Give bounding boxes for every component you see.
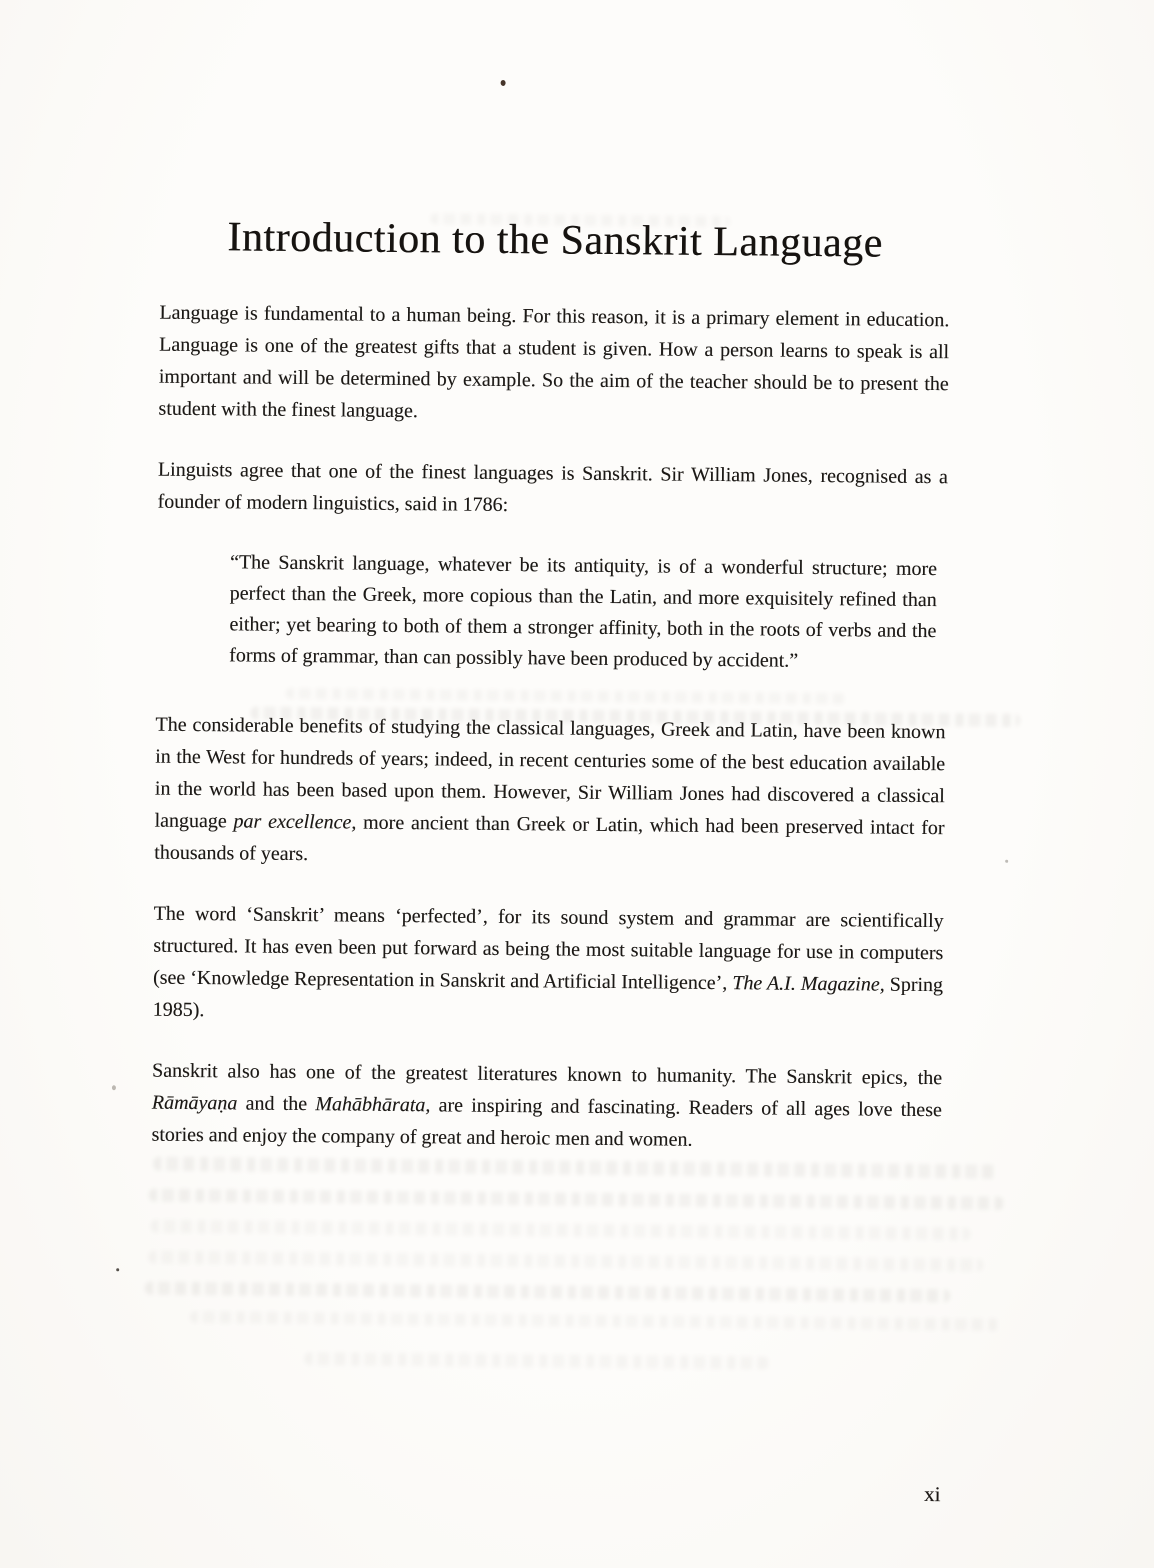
italic-text-run: Rāmāyaṇa: [151, 1091, 238, 1115]
text-run: The word ‘Sanskrit’ means ‘perfected’, for its sound system and grammar are scientifically structured. It has even been put forward as being the most suitable language for use in computers (see ‘Knowledge Representation in Sanskrit and Artificial Intelligence’,: [152, 902, 944, 995]
italic-text-run: The A.I. Magazine,: [732, 972, 885, 996]
bleed-through-artifact: [148, 1251, 983, 1272]
bleed-through-artifact: [151, 1220, 971, 1241]
ink-speck: [1005, 860, 1008, 863]
italic-text-run: par excellence,: [233, 810, 357, 834]
text-run: Language is fundamental to a human being. For this reason, it is a primary element in education. Language is one of the greatest gifts that a student is given. How a person learns to speak is all important and will be determined by example. So the aim of the teacher should be to present the student with the finest language.: [158, 301, 950, 423]
text-run: Linguists agree that one of the finest languages is Sanskrit. Sir William Jones, recognised as a founder of modern linguistics, said in 1786:: [157, 458, 948, 517]
ink-speck: [501, 80, 506, 86]
page-title: Introduction to the Sanskrit Language: [227, 214, 883, 267]
text-run: and the: [237, 1092, 316, 1116]
italic-text-run: Mahābhārata,: [315, 1093, 431, 1117]
ink-speck: [112, 1085, 116, 1090]
paragraph-language-fundamental: [158, 297, 949, 433]
text-run: more ancient than Greek or Latin, which had been preserved intact for thousands of years.: [154, 811, 945, 866]
bleed-through-artifact: [145, 1282, 950, 1303]
paragraph-sanskrit-literature: [151, 1055, 942, 1159]
paragraph-classical-benefits: [154, 709, 945, 877]
text-run: are inspiring and fascinating. Readers of all ages love these stories and enjoy the company of great and heroic men and women.: [151, 1094, 942, 1151]
text-run: Sanskrit also has one of the greatest literatures known to humanity. The Sanskrit epics, the: [152, 1059, 943, 1090]
page-number: xi: [923, 1482, 941, 1507]
text-run: Spring 1985).: [152, 973, 944, 1022]
paragraph-sanskrit-means-perfected: [153, 898, 944, 1034]
bleed-through-artifact: [149, 1189, 1004, 1210]
bleed-through-artifact: [190, 1311, 1000, 1331]
bleed-through-artifact: [304, 1352, 769, 1369]
paragraph-linguists-agree: [157, 454, 948, 526]
ink-speck: [116, 1268, 119, 1271]
jones-quote-block: [229, 547, 937, 678]
text-run: “The Sanskrit language, whatever be its antiquity, is of a wonderful structure; more perfect than the Greek, more copious than the Latin, and more exquisitely refined than either; yet bearing to both of them a stronger affinity, both in the roots of verbs and the forms of grammar, than can possibly have been produced by accident.”: [229, 551, 938, 672]
text-run: The considerable benefits of studying the classical languages, Greek and Latin, have been known in the West for hundreds of years; indeed, in recent centuries some of the best education available in the world has been based upon them. However, Sir William Jones had discovered a classical language: [154, 713, 946, 833]
